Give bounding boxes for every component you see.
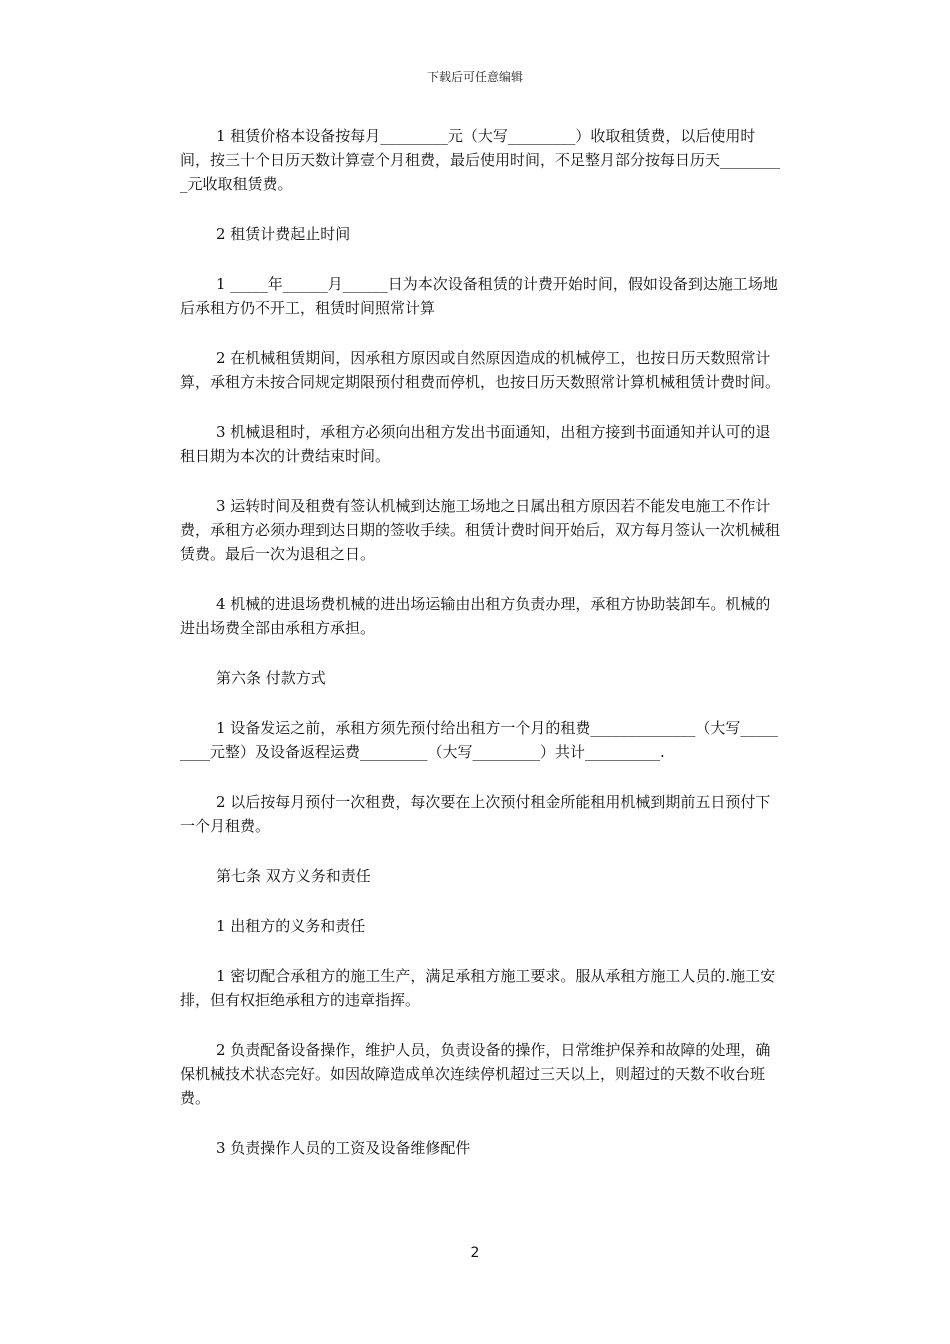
- paragraph-billing-start: 1 _____年______月______日为本次设备租赁的计费开始时间，假如设备到达施工场地后承租方仍不开工，租赁时间照常计算: [180, 275, 778, 317]
- paragraph-operating-time: 3 运转时间及租费有签认机械到达施工场地之日属出租方原因若不能发电施工不作计费，承租方必须办理到达日期的签收手续。租赁计费时间开始后，双方每月签认一次机械租赁费。最后一次为退租之日。: [180, 497, 781, 563]
- page-header: 下载后可任意编辑: [426, 70, 523, 84]
- paragraph-transport-fee: 4 机械的进退场费机械的进出场运输由出租方负责办理，承租方协助装卸车。机械的进出场费全部由承租方承担。: [180, 595, 771, 637]
- paragraph-billing-period-heading: 2 租赁计费起止时间: [216, 225, 351, 243]
- paragraph-rental-price: 1 租赁价格本设备按每月_________元（大写_________）收取租赁费，以后使用时间，按三十个日历天数计算壹个月租费，最后使用时间，不足整月部分按每日历天_________元收取租赁费。: [180, 127, 781, 193]
- article-six-heading: 第六条 付款方式: [216, 669, 326, 687]
- paragraph-prepayment: 1 设备发运之前，承租方须先预付给出租方一个月的租费______________（大写_________元整）及设备返程运费_________（大写_________）共计__________.: [180, 719, 778, 761]
- paragraph-downtime: 2 在机械租赁期间，因承租方原因或自然原因造成的机械停工，也按日历天数照常计算，承租方未按合同规定期限预付租费而停机，也按日历天数照常计算机械租赁计费时间。: [180, 349, 781, 391]
- paragraph-operators: 2 负责配备设备操作，维护人员，负责设备的操作，日常维护保养和故障的处理，确保机械技术状态完好。如因故障造成单次连续停机超过三天以上，则超过的天数不收台班费。: [180, 1041, 771, 1107]
- paragraph-return: 3 机械退租时，承租方必须向出租方发出书面通知，出租方接到书面通知并认可的退租日期为本次的计费结束时间。: [180, 423, 771, 465]
- paragraph-lessor-duties-heading: 1 出租方的义务和责任: [216, 917, 366, 935]
- paragraph-monthly-payment: 2 以后按每月预付一次租费，每次要在上次预付租金所能租用机械到期前五日预付下一个月租费。: [180, 793, 771, 835]
- document-body: [180, 124, 780, 1186]
- paragraph-cooperation: 1 密切配合承租方的施工生产，满足承租方施工要求。服从承租方施工人员的.施工安排，但有权拒绝承租方的违章指挥。: [180, 967, 776, 1009]
- paragraph-wages: 3 负责操作人员的工资及设备维修配件: [216, 1139, 471, 1157]
- page-number: 2: [470, 1245, 480, 1261]
- article-seven-heading: 第七条 双方义务和责任: [216, 867, 371, 885]
